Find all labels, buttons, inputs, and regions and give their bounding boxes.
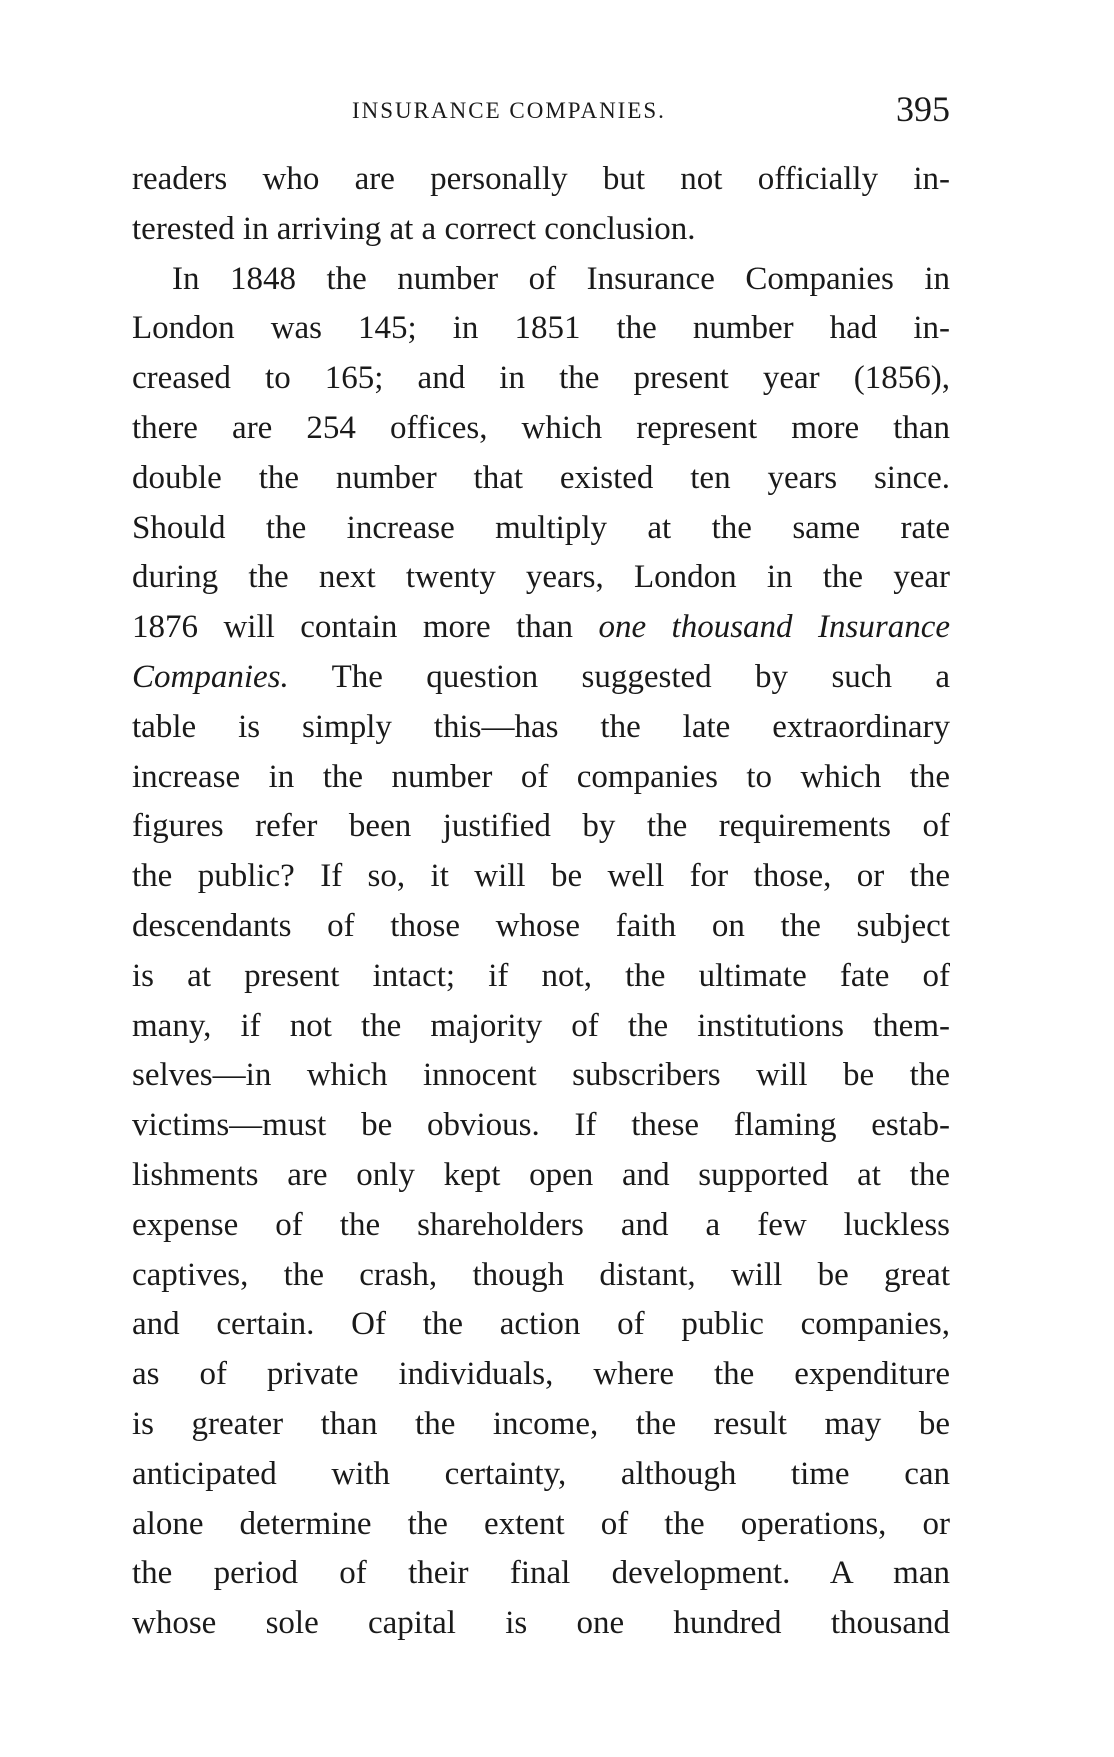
text-line: many, if not the majority of the institutions them- xyxy=(132,1007,950,1044)
text-line: selves—in which innocent subscribers will be the xyxy=(132,1057,950,1094)
text-line: anticipated with certainty, although time can xyxy=(132,1455,950,1492)
text-line: double the number that existed ten years since. xyxy=(132,459,950,496)
text-line: figures refer been justified by the requirements of xyxy=(132,808,950,845)
paragraph-start-line: In 1848 the number of Insurance Companies in xyxy=(172,260,950,297)
text-line: as of private individuals, where the expenditure xyxy=(132,1356,950,1393)
text-line: and certain. Of the action of public companies, xyxy=(132,1306,950,1343)
text-line: Should the increase multiply at the same rate xyxy=(132,509,950,546)
text-line: captives, the crash, though distant, will be great xyxy=(132,1256,950,1293)
text-line: lishments are only kept open and supported at the xyxy=(132,1156,950,1193)
text-segment: 1876 will contain more than xyxy=(132,609,573,646)
text-line: terested in arriving at a correct conclusion. xyxy=(132,210,696,247)
running-head xyxy=(132,88,950,128)
text-line: victims—must be obvious. If these flaming estab- xyxy=(132,1107,950,1144)
text-segment: The question suggested by such a xyxy=(331,658,950,695)
text-line: the public? If so, it will be well for those, or the xyxy=(132,858,950,895)
text-line: creased to 165; and in the present year (1856), xyxy=(132,360,950,397)
text-line-with-italic xyxy=(132,603,950,653)
text-line: readers who are personally but not officially in- xyxy=(132,161,950,197)
text-line: London was 145; in 1851 the number had in- xyxy=(132,310,950,347)
text-line: is at present intact; if not, the ultimate fate of xyxy=(132,957,950,994)
page-number: 395 xyxy=(896,89,950,129)
text-line: increase in the number of companies to which the xyxy=(132,758,950,795)
body-text xyxy=(132,155,950,1649)
text-line-with-italic xyxy=(132,653,950,703)
running-title: INSURANCE COMPANIES. xyxy=(352,98,666,123)
italic-phrase: one thousand Insurance xyxy=(598,609,950,646)
text-line: descendants of those whose faith on the subject xyxy=(132,907,950,944)
text-line: expense of the shareholders and a few luckless xyxy=(132,1206,950,1243)
italic-word: Companies. xyxy=(132,658,289,695)
text-line: during the next twenty years, London in the year xyxy=(132,559,950,596)
text-line: alone determine the extent of the operations, or xyxy=(132,1505,950,1542)
text-line: the period of their final development. A man xyxy=(132,1555,950,1592)
text-line: is greater than the income, the result may be xyxy=(132,1405,950,1442)
text-line: table is simply this—has the late extraordinary xyxy=(132,708,950,745)
text-line: whose sole capital is one hundred thousand xyxy=(132,1605,950,1642)
text-line: there are 254 offices, which represent more than xyxy=(132,409,950,446)
